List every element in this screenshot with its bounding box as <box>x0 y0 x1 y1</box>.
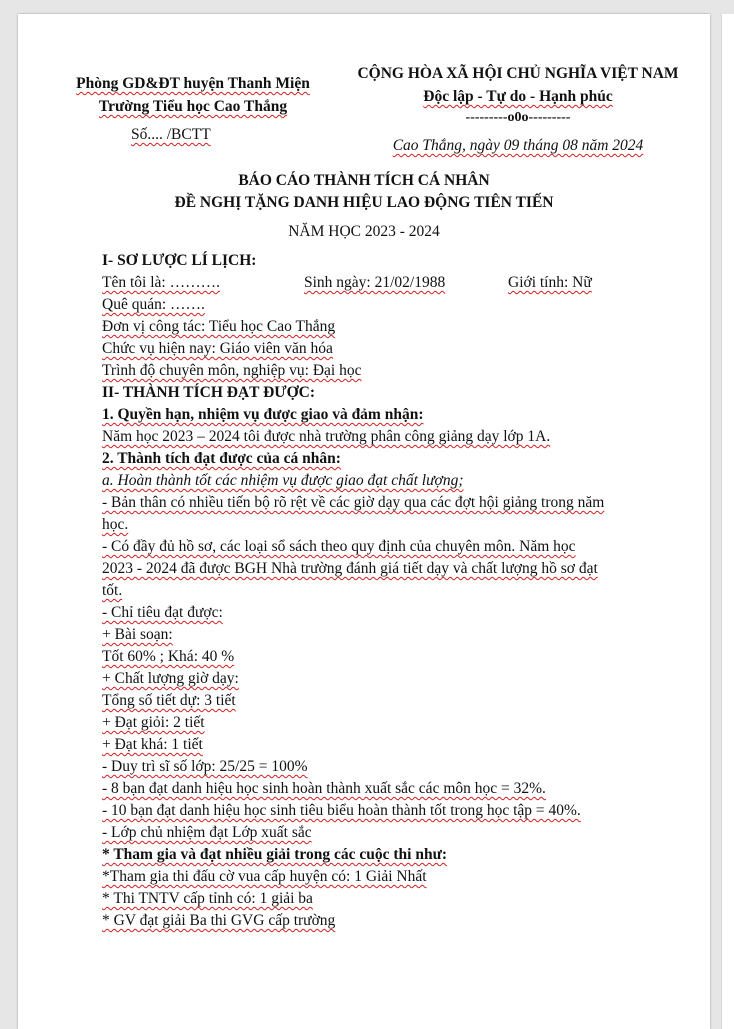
lesson-plan-result: Tốt 60% ; Khá: 40 % <box>102 648 235 665</box>
report-subtitle: ĐỀ NGHỊ TẶNG DANH HIỆU LAO ĐỘNG TIÊN TIẾN <box>174 194 554 211</box>
paragraph-records-line-1: - Có đầy đủ hồ sơ, các loại sổ sách theo quy định của chuyên môn. Năm học <box>102 538 576 555</box>
competitions-heading: * Tham gia và đạt nhiều giải trong các cuộc thi như: <box>102 846 448 863</box>
dept-name: Phòng GD&ĐT huyện Thanh Miện <box>76 75 310 92</box>
motto: Độc lập - Tự do - Hạnh phúc <box>423 88 613 105</box>
attendance: - Duy trì sĩ số lớp: 25/25 = 100% <box>102 758 308 775</box>
field-name: Tên tôi là: ………. <box>102 274 220 291</box>
teaching-quality-label: + Chất lượng giờ dạy: <box>102 670 239 687</box>
field-qualification: Trình độ chuyên môn, nghiệp vụ: Đại học <box>102 362 362 379</box>
report-title: BÁO CÁO THÀNH TÍCH CÁ NHÂN <box>238 172 490 189</box>
paragraph-records-line-3: tốt. <box>102 582 123 599</box>
class-award: - Lớp chủ nhiệm đạt Lớp xuất sắc <box>102 824 312 841</box>
field-workplace: Đơn vị công tác: Tiểu học Cao Thắng <box>102 318 336 335</box>
field-hometown: Quê quán: ……. <box>102 296 205 313</box>
good-lessons: + Đạt giỏi: 2 tiết <box>102 714 205 731</box>
school-name: Trường Tiểu học Cao Thắng <box>98 98 288 115</box>
document-number: Số.... /BCTT <box>131 126 211 143</box>
lesson-plan-label: + Bài soạn: <box>102 626 173 643</box>
subsection-1-heading: 1. Quyền hạn, nhiệm vụ được giao và đảm nhận: <box>102 406 424 423</box>
paragraph-records-line-2: 2023 - 2024 đã được BGH Nhà trường đánh giá tiết dạy và chất lượng hồ sơ đạt <box>102 560 598 577</box>
header-divider: ---------o0o--------- <box>465 110 571 125</box>
school-year: NĂM HỌC 2023 - 2024 <box>288 223 440 240</box>
document-page <box>18 14 710 1029</box>
section-2-heading: II- THÀNH TÍCH ĐẠT ĐƯỢC: <box>102 384 316 401</box>
targets-heading: - Chỉ tiêu đạt được: <box>102 604 223 621</box>
fair-lessons: + Đạt khá: 1 tiết <box>102 736 203 753</box>
field-position: Chức vụ hiện nay: Giáo viên văn hóa <box>102 340 333 357</box>
vertical-scrollbar[interactable] <box>721 14 734 1029</box>
competition-chess: *Tham gia thi đấu cờ vua cấp huyện có: 1 Giải Nhất <box>102 868 427 885</box>
competition-gvg: * GV đạt giải Ba thi GVG cấp trường <box>102 912 336 929</box>
duty-text: Năm học 2023 – 2024 tôi được nhà trường phân công giảng dạy lớp 1A. <box>102 428 551 445</box>
paragraph-progress-line-2: học. <box>102 516 129 533</box>
observed-lessons: Tổng số tiết dự: 3 tiết <box>102 692 236 709</box>
subsection-2-heading: 2. Thành tích đạt được của cá nhân: <box>102 450 341 467</box>
competition-tntv: * Thi TNTV cấp tỉnh có: 1 giải ba <box>102 890 313 907</box>
outstanding-students: - 10 bạn đạt danh hiệu học sinh tiêu biểu hoàn thành tốt trong học tập = 40%. <box>102 802 581 819</box>
nation-title: CỘNG HÒA XÃ HỘI CHỦ NGHĨA VIỆT NAM <box>357 65 679 82</box>
field-gender: Giới tính: Nữ <box>508 274 592 291</box>
section-1-heading: I- SƠ LƯỢC LÍ LỊCH: <box>102 252 257 269</box>
field-dob: Sinh ngày: 21/02/1988 <box>304 274 446 291</box>
excellent-students: - 8 bạn đạt danh hiệu học sinh hoàn thành xuất sắc các môn học = 32%. <box>102 780 546 797</box>
paragraph-progress-line-1: - Bản thân có nhiều tiến bộ rõ rệt về các giờ dạy qua các đợt hội giảng trong năm <box>102 494 605 511</box>
place-date: Cao Thắng, ngày 09 tháng 08 năm 2024 <box>392 137 644 154</box>
subsection-2a-heading: a. Hoàn thành tốt các nhiệm vụ được giao đạt chất lượng; <box>102 472 464 489</box>
